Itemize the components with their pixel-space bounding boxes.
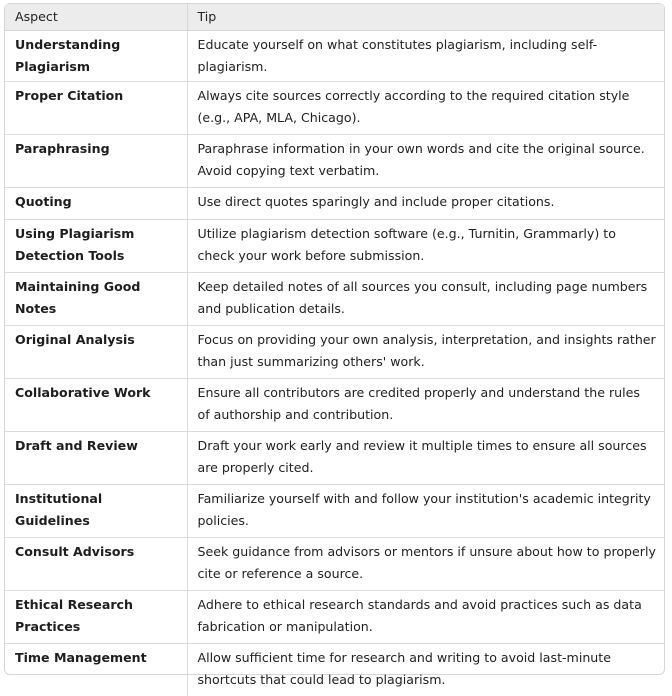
table-row — [5, 590, 664, 643]
aspect-cell: Institutional Guidelines — [5, 484, 187, 537]
table-row — [5, 187, 664, 219]
table-row — [5, 134, 664, 187]
column-header-tip: Tip — [187, 4, 664, 30]
tip-cell: Draft your work early and review it multiple times to ensure all sources are properly cited. — [187, 431, 664, 484]
tip-cell: Ensure all contributors are credited properly and understand the rules of authorship and contribution. — [187, 378, 664, 431]
tip-cell: Keep detailed notes of all sources you consult, including page numbers and publication details. — [187, 272, 664, 325]
tip-cell: Always cite sources correctly according to the required citation style (e.g., APA, MLA, Chicago). — [187, 81, 664, 134]
aspect-cell: Proper Citation — [5, 81, 187, 134]
aspect-cell: Time Management — [5, 643, 187, 696]
table-row — [5, 537, 664, 590]
aspect-cell: Understanding Plagiarism — [5, 30, 187, 81]
table-row — [5, 431, 664, 484]
tip-cell: Adhere to ethical research standards and avoid practices such as data fabrication or manipulation. — [187, 590, 664, 643]
header-row — [5, 4, 664, 30]
tip-cell: Use direct quotes sparingly and include proper citations. — [187, 187, 664, 219]
table-row — [5, 378, 664, 431]
tips-table — [5, 4, 664, 696]
aspect-cell: Original Analysis — [5, 325, 187, 378]
aspect-cell: Ethical Research Practices — [5, 590, 187, 643]
table-row — [5, 272, 664, 325]
tip-cell: Educate yourself on what constitutes plagiarism, including self-plagiarism. — [187, 30, 664, 81]
table-body — [5, 30, 664, 696]
aspect-cell: Paraphrasing — [5, 134, 187, 187]
tip-cell: Utilize plagiarism detection software (e.g., Turnitin, Grammarly) to check your work before submission. — [187, 219, 664, 272]
aspect-cell: Collaborative Work — [5, 378, 187, 431]
aspect-cell: Consult Advisors — [5, 537, 187, 590]
tip-cell: Focus on providing your own analysis, interpretation, and insights rather than just summarizing others' work. — [187, 325, 664, 378]
aspect-cell: Maintaining Good Notes — [5, 272, 187, 325]
aspect-cell: Quoting — [5, 187, 187, 219]
table-row — [5, 81, 664, 134]
aspect-cell: Using Plagiarism Detection Tools — [5, 219, 187, 272]
tip-cell: Paraphrase information in your own words and cite the original source. Avoid copying text verbatim. — [187, 134, 664, 187]
table-row — [5, 30, 664, 81]
aspect-cell: Draft and Review — [5, 431, 187, 484]
column-header-aspect: Aspect — [5, 4, 187, 30]
tip-cell: Seek guidance from advisors or mentors if unsure about how to properly cite or reference a source. — [187, 537, 664, 590]
table-row — [5, 643, 664, 696]
tips-table-container — [4, 3, 665, 687]
table-row — [5, 484, 664, 537]
tip-cell: Allow sufficient time for research and writing to avoid last-minute shortcuts that could lead to plagiarism. — [197, 649, 611, 687]
table-row — [5, 219, 664, 272]
tip-cell: Familiarize yourself with and follow your institution's academic integrity policies. — [187, 484, 664, 537]
table-row — [5, 325, 664, 378]
table-header — [5, 4, 664, 30]
